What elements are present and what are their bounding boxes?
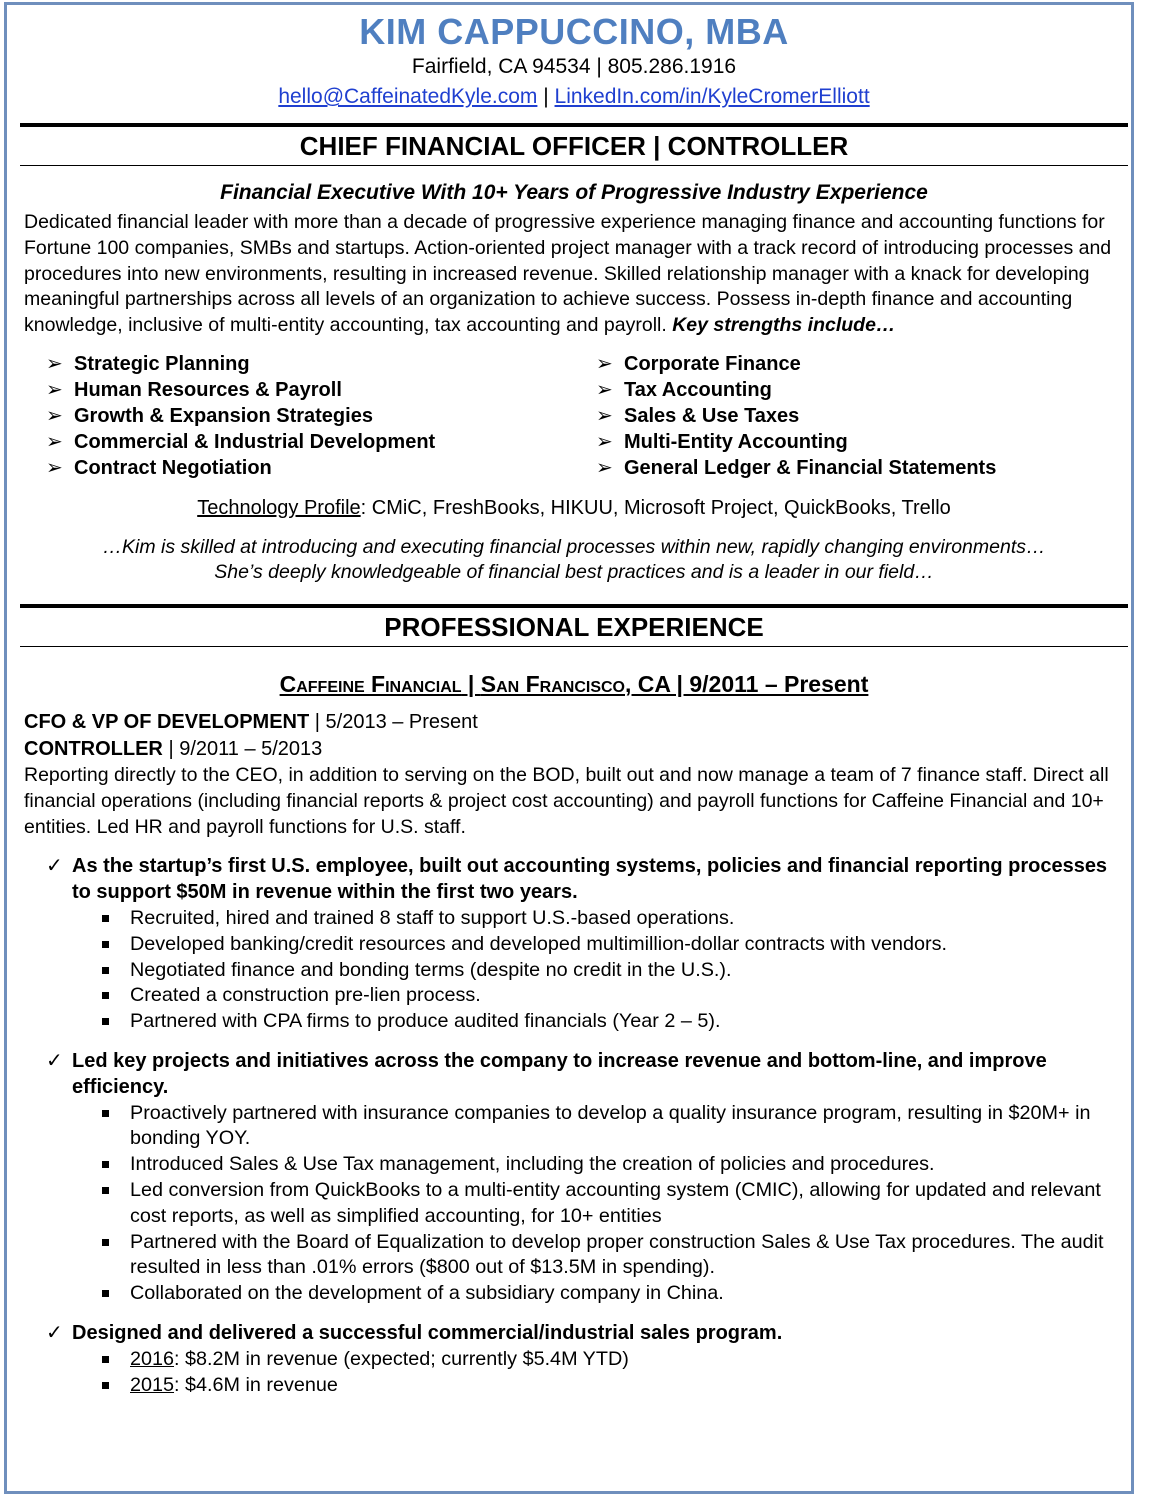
headline-title: CHIEF FINANCIAL OFFICER | CONTROLLER <box>299 131 849 161</box>
list-item: Partnered with CPA firms to produce audited financials (Year 2 – 5). <box>130 1009 1124 1035</box>
role-dates: | 9/2011 – 5/2013 <box>162 737 323 760</box>
list-item: Introduced Sales & Use Tax management, including the creation of policies and procedures. <box>130 1152 1124 1178</box>
arrow-bullet-icon: ➢ <box>596 378 613 401</box>
checkmark-icon: ✓ <box>46 1321 63 1344</box>
square-bullet-icon <box>102 1110 109 1117</box>
list-item: Created a construction pre-lien process. <box>130 983 1124 1009</box>
company-name: Caffeine Financial <box>279 670 462 697</box>
address-phone: Fairfield, CA 94534 | 805.286.1916 <box>411 55 737 78</box>
strength-item: ➢ Contract Negotiation <box>46 456 272 479</box>
technology-label: Technology Profile <box>197 496 361 519</box>
contact-links <box>24 82 1124 112</box>
strengths-right-column <box>574 351 1124 481</box>
company-location-dates: , CA | 9/2011 – Present <box>625 670 869 697</box>
square-bullet-icon <box>102 941 109 948</box>
contact-separator: | <box>537 85 555 108</box>
achievement-heading: ✓ As the startup’s first U.S. employee, built out accounting systems, policies and financial reporting processes to support $50M in revenue within the first two years. <box>46 855 1108 904</box>
quote-line-1: …Kim is skilled at introducing and executing financial processes within new, rapidly changing environments… <box>102 535 1046 558</box>
achievement-heading: ✓ Designed and delivered a successful commercial/industrial sales program. <box>24 1321 1124 1347</box>
headline-subtitle: Financial Executive With 10+ Years of Progressive Industry Experience <box>220 181 928 204</box>
achievement-block <box>24 854 1124 1035</box>
role-description: Reporting directly to the CEO, in addition to serving on the BOD, built out and now manage a team of 7 finance staff. Direct all financial operations (including financial reports & project cost accounting) and payroll functions for Caffeine Financial and 10+ entities. Led HR and payroll functions for U.S. staff. <box>24 763 1109 838</box>
achievement-block <box>24 1049 1124 1307</box>
arrow-bullet-icon: ➢ <box>46 430 63 453</box>
summary-paragraph <box>24 210 1124 339</box>
arrow-bullet-icon: ➢ <box>596 430 613 453</box>
strength-item: ➢ Multi-Entity Accounting <box>596 430 848 453</box>
square-bullet-icon <box>102 915 109 922</box>
list-item: Developed banking/credit resources and developed multimillion-dollar contracts with vendors. <box>130 932 1124 958</box>
square-bullet-icon <box>102 1356 109 1363</box>
checkmark-icon: ✓ <box>46 855 63 878</box>
section-rule-bottom <box>20 165 1128 166</box>
list-item: 2016: $8.2M in revenue (expected; currently $5.4M YTD) <box>130 1347 1124 1373</box>
candidate-name: KIM CAPPUCCINO, MBA <box>359 11 789 52</box>
arrow-bullet-icon: ➢ <box>46 352 63 375</box>
arrow-bullet-icon: ➢ <box>596 352 613 375</box>
square-bullet-icon <box>102 1187 109 1194</box>
arrow-bullet-icon: ➢ <box>46 404 63 427</box>
checkmark-icon: ✓ <box>46 1049 63 1072</box>
square-bullet-icon <box>102 1161 109 1168</box>
list-item: Collaborated on the development of a subsidiary company in China. <box>130 1281 1124 1307</box>
achievement-block <box>24 1321 1124 1398</box>
resume-page <box>24 12 1124 1398</box>
square-bullet-icon <box>102 1239 109 1246</box>
list-item: Negotiated finance and bonding terms (despite no credit in the U.S.). <box>130 958 1124 984</box>
technology-values: : CMiC, FreshBooks, HIKUU, Microsoft Project, QuickBooks, Trello <box>360 496 951 519</box>
strength-item: ➢ Growth & Expansion Strategies <box>46 404 373 427</box>
strength-item: ➢ Human Resources & Payroll <box>46 378 342 401</box>
role-dates: | 5/2013 – Present <box>309 710 478 733</box>
list-item: Led conversion from QuickBooks to a multi-entity accounting system (CMIC), allowing for updated and relevant cost reports, as well as simplified accounting, for 10+ entities <box>130 1178 1124 1230</box>
square-bullet-icon <box>102 967 109 974</box>
strength-item: ➢ Strategic Planning <box>46 352 250 375</box>
achievement-list <box>24 1347 1124 1399</box>
summary-text: Dedicated financial leader with more than a decade of progressive experience managing finance and accounting functions for Fortune 100 companies, SMBs and startups. Action-oriented project manager with a track record of introducing processes and procedures into new environments, resulting in increased revenue. Skilled relationship manager with a knack for developing meaningful partnerships across all levels of an organization to achieve success. Possess in-depth finance and accounting knowledge, inclusive of multi-entity accounting, tax accounting and payroll. <box>24 211 1112 337</box>
square-bullet-icon <box>102 1382 109 1389</box>
strength-item: ➢ Tax Accounting <box>596 378 772 401</box>
company-heading: Caffeine Financial | San Francisco, CA | 9/2011 – Present <box>279 670 869 697</box>
square-bullet-icon <box>102 992 109 999</box>
square-bullet-icon <box>102 1290 109 1297</box>
strength-item: ➢ Commercial & Industrial Development <box>46 430 436 453</box>
linkedin-link[interactable]: LinkedIn.com/in/KyleCromerElliott <box>554 85 870 108</box>
arrow-bullet-icon: ➢ <box>46 456 63 479</box>
role-title: CFO & VP OF DEVELOPMENT <box>24 710 310 733</box>
arrow-bullet-icon: ➢ <box>46 378 63 401</box>
arrow-bullet-icon: ➢ <box>596 404 613 427</box>
strength-item: ➢ Sales & Use Taxes <box>596 404 800 427</box>
list-item: Recruited, hired and trained 8 staff to support U.S.-based operations. <box>130 906 1124 932</box>
role-cfo <box>24 709 1124 736</box>
strength-item: ➢ General Ledger & Financial Statements <box>596 456 997 479</box>
achievement-heading: ✓ Led key projects and initiatives across the company to increase revenue and bottom-line, and improve efficiency. <box>46 1049 1047 1098</box>
list-item: Proactively partnered with insurance companies to develop a quality insurance program, resulting in $20M+ in bonding YOY. <box>130 1101 1124 1153</box>
company-city: San Francisco <box>480 670 625 697</box>
key-strengths <box>24 351 1124 481</box>
achievement-list <box>24 1101 1124 1307</box>
arrow-bullet-icon: ➢ <box>596 456 613 479</box>
square-bullet-icon <box>102 1018 109 1025</box>
achievement-list <box>24 906 1124 1035</box>
section-rule-bottom <box>20 646 1128 647</box>
summary-strengths-lead: Key strengths include… <box>672 314 896 337</box>
experience-title: PROFESSIONAL EXPERIENCE <box>384 611 764 642</box>
role-controller <box>24 736 1124 763</box>
technology-profile <box>24 495 1124 521</box>
testimonial-quote <box>24 535 1124 586</box>
email-link[interactable]: hello@CaffeinatedKyle.com <box>278 85 538 108</box>
list-item: Partnered with the Board of Equalization to develop proper construction Sales & Use Tax procedures. The audit resulted in less than .01% errors ($800 out of $13.5M in spending). <box>130 1230 1124 1282</box>
list-item: 2015: $4.6M in revenue <box>130 1373 1124 1399</box>
role-title: CONTROLLER <box>24 737 163 760</box>
strengths-left-column <box>24 351 574 481</box>
strength-item: ➢ Corporate Finance <box>596 352 801 375</box>
quote-line-2: She’s deeply knowledgeable of financial best practices and is a leader in our field… <box>214 561 934 584</box>
